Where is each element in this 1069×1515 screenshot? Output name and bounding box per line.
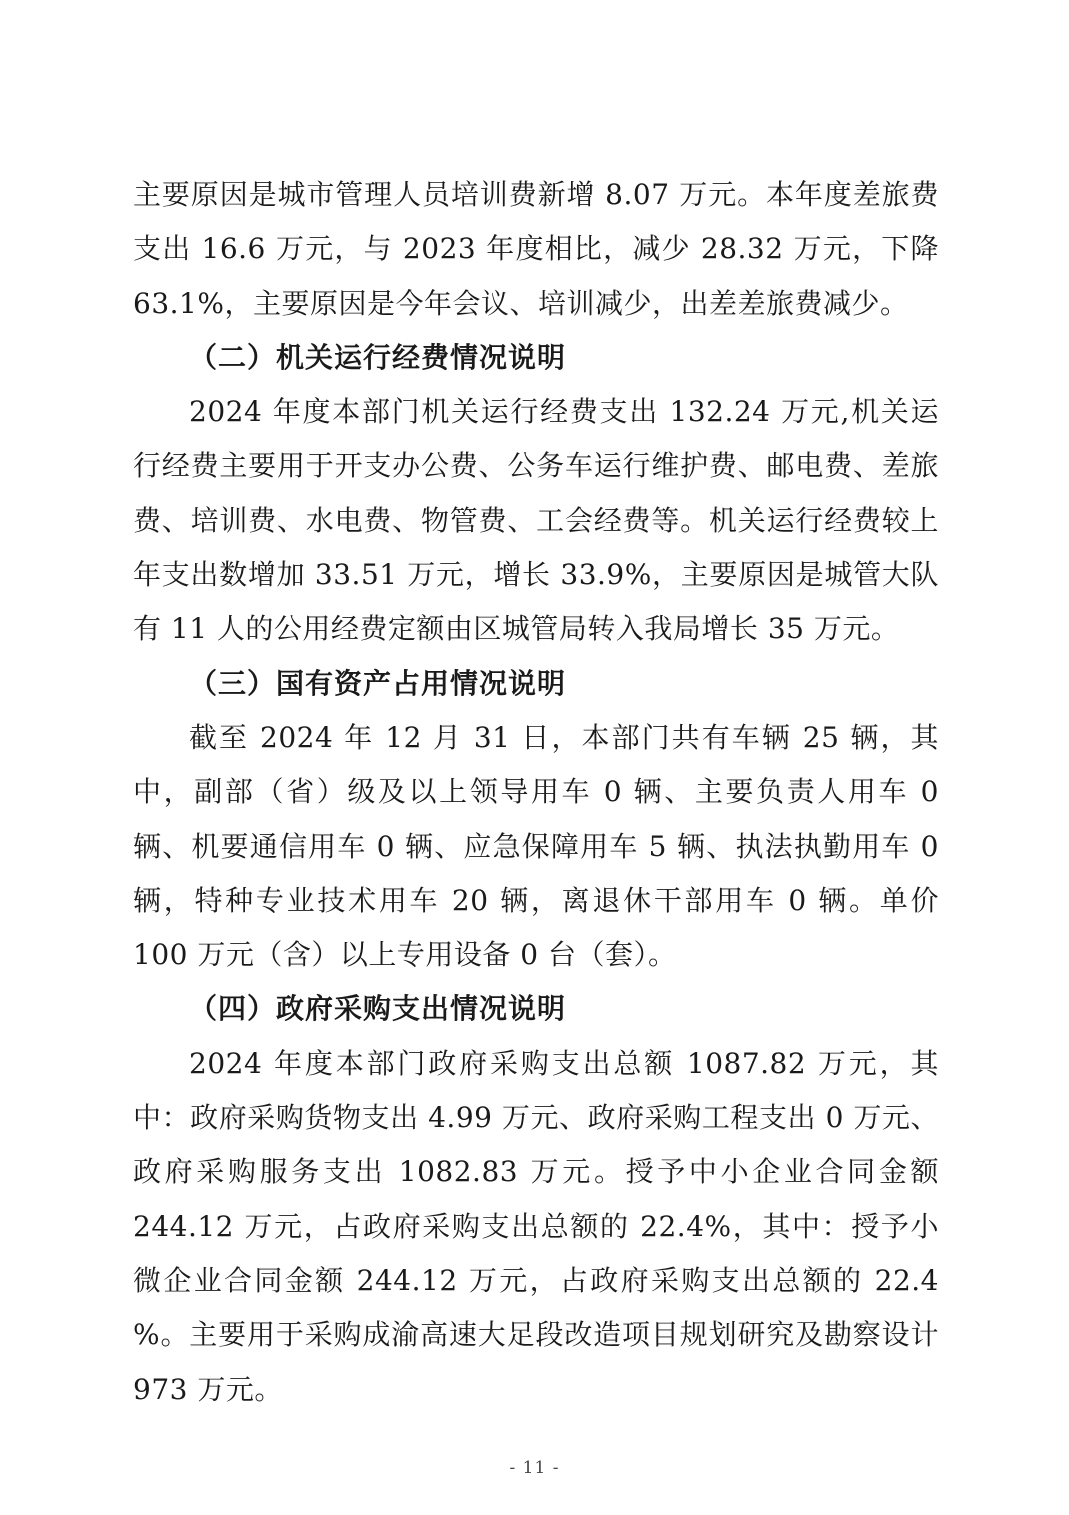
paragraph-state-assets: 截至 2024 年 12 月 31 日，本部门共有车辆 25 辆，其中，副部（省）级及以上领导用车 0 辆、主要负责人用车 0 辆、机要通信用车 0 辆、应急保障用车 5 辆、执法执勤用车 0 辆，特种专业技术用车 20 辆，离退休干部用车 0 辆。单价 100 万元（含）以上专用设备 0 台（套）。 bbox=[133, 720, 939, 972]
document-body bbox=[133, 168, 939, 1417]
paragraph-travel-expense: 主要原因是城市管理人员培训费新增 8.07 万元。本年度差旅费支出 16.6 万元，与 2023 年度相比，减少 28.32 万元，下降 63.1%，主要原因是今年会议、培训减少，出差差旅费减少。 bbox=[133, 178, 939, 320]
section-heading-state-assets: （三）国有资产占用情况说明 bbox=[189, 666, 567, 700]
paragraph-procurement: 2024 年度本部门政府采购支出总额 1087.82 万元，其中：政府采购货物支出 4.99 万元、政府采购工程支出 0 万元、政府采购服务支出 1082.83 万元。授予中小企业合同金额 244.12 万元，占政府采购支出总额的 22.4%，其中：授予小微企业合同金额 244.12 万元，占政府采购支出总额的 22.4 %。主要用于采购成渝高速大足段改造项目规划研究及勘察设计 973 万元。 bbox=[133, 1046, 939, 1406]
page-number: - 11 - bbox=[509, 1458, 560, 1478]
paragraph-operating-expenses: 2024 年度本部门机关运行经费支出 132.24 万元,机关运行经费主要用于开支办公费、公务车运行维护费、邮电费、差旅费、培训费、水电费、物管费、工会经费等。机关运行经费较上年支出数增加 33.51 万元，增长 33.9%，主要原因是城管大队有 11 人的公用经费定额由区城管局转入我局增长 35 万元。 bbox=[133, 395, 939, 646]
section-heading-operating-expenses: （二）机关运行经费情况说明 bbox=[189, 340, 567, 374]
section-heading-procurement: （四）政府采购支出情况说明 bbox=[189, 992, 567, 1026]
